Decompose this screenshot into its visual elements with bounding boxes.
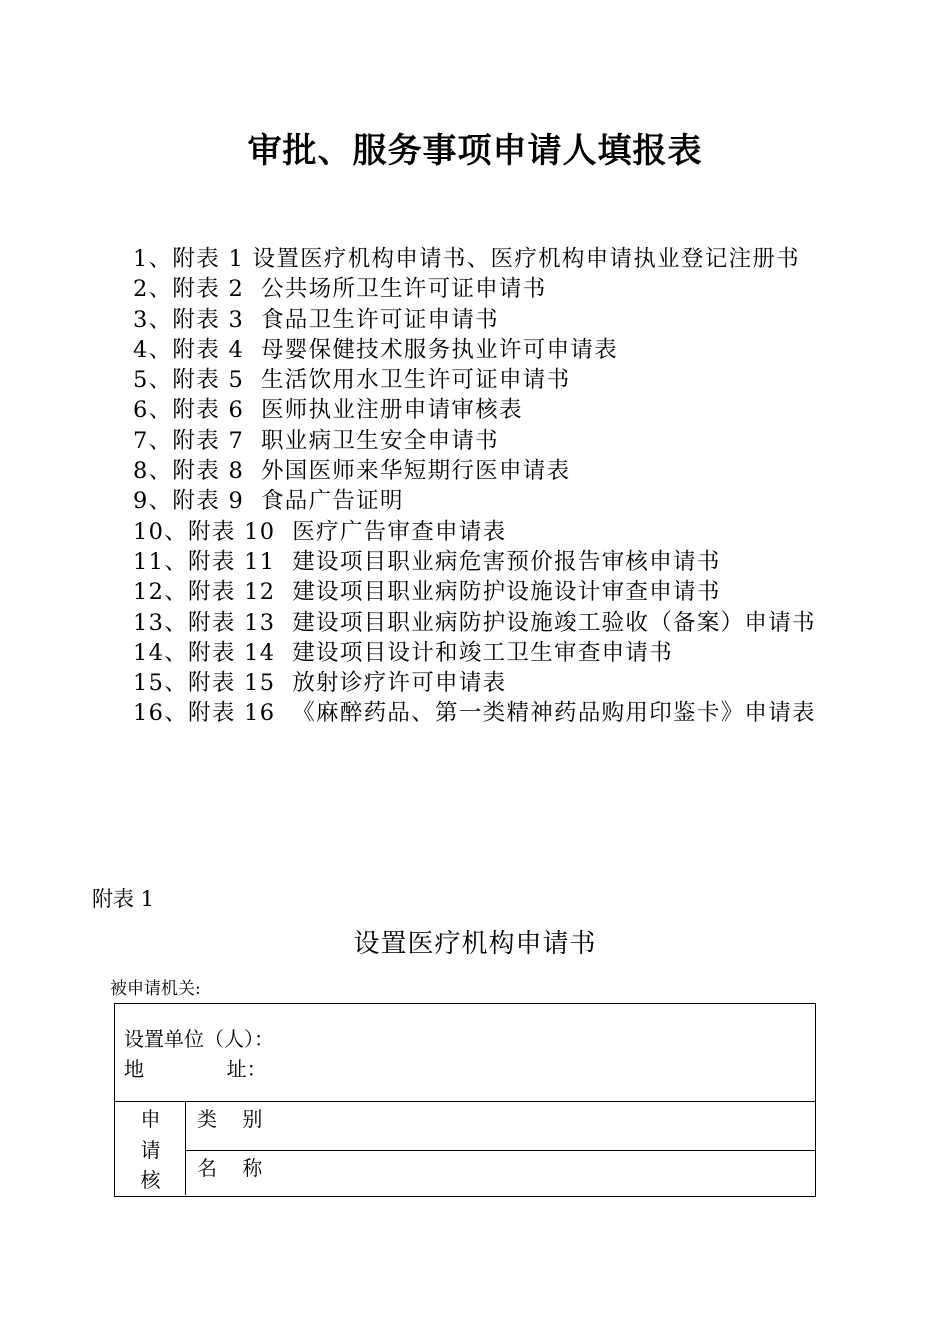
vertical-char: 请 xyxy=(140,1138,161,1162)
authority-label: 被申请机关: xyxy=(110,979,201,999)
applicant-section xyxy=(115,1004,815,1102)
appendix-label: 附表 1 xyxy=(92,887,155,911)
list-item: 16、附表 16 《麻醉药品、第一类精神药品购用印鉴卡》申请表 xyxy=(133,700,816,727)
appendix-list xyxy=(133,244,816,729)
vertical-char: 申 xyxy=(140,1107,161,1131)
list-item: 5、附表 5 生活饮用水卫生许可证申请书 xyxy=(133,367,571,394)
list-item: 12、附表 12 建设项目职业病防护设施设计审查申请书 xyxy=(133,579,721,606)
list-item: 10、附表 10 医疗广告审查申请表 xyxy=(133,518,507,545)
list-item: 7、附表 7 职业病卫生安全申请书 xyxy=(133,427,499,454)
category-row xyxy=(186,1102,815,1151)
list-item: 6、附表 6 医师执业注册申请审核表 xyxy=(133,397,523,424)
list-item: 11、附表 11 建设项目职业病危害预价报告审核申请书 xyxy=(133,548,721,575)
form-title: 设置医疗机构申请书 xyxy=(353,929,597,959)
list-item: 13、附表 13 建设项目职业病防护设施竣工验收（备案）申请书 xyxy=(133,609,816,636)
list-item: 4、附表 4 母婴保健技术服务执业许可申请表 xyxy=(133,336,618,363)
vertical-char: 核 xyxy=(140,1168,161,1192)
name-label: 名 称 xyxy=(197,1156,263,1180)
name-row xyxy=(186,1151,815,1195)
application-form-table xyxy=(114,1003,816,1197)
list-item: 14、附表 14 建设项目设计和竣工卫生审查申请书 xyxy=(133,639,674,666)
list-item: 3、附表 3 食品卫生许可证申请书 xyxy=(133,306,499,333)
review-vertical-label xyxy=(115,1102,186,1195)
list-item: 9、附表 9 食品广告证明 xyxy=(133,488,404,515)
applicant-field-label: 设置单位（人）： xyxy=(124,1027,274,1051)
list-item: 2、附表 2 公共场所卫生许可证申请书 xyxy=(133,276,547,303)
list-item: 8、附表 8 外国医师来华短期行医申请表 xyxy=(133,458,571,485)
category-label: 类 别 xyxy=(197,1107,263,1131)
page-title: 审批、服务事项申请人填报表 xyxy=(247,131,703,171)
address-field-label: 地 址： xyxy=(124,1057,267,1081)
list-item: 1、附表 1 设置医疗机构申请书、医疗机构申请执业登记注册书 xyxy=(133,246,800,272)
list-item: 15、附表 15 放射诊疗许可申请表 xyxy=(133,670,507,697)
